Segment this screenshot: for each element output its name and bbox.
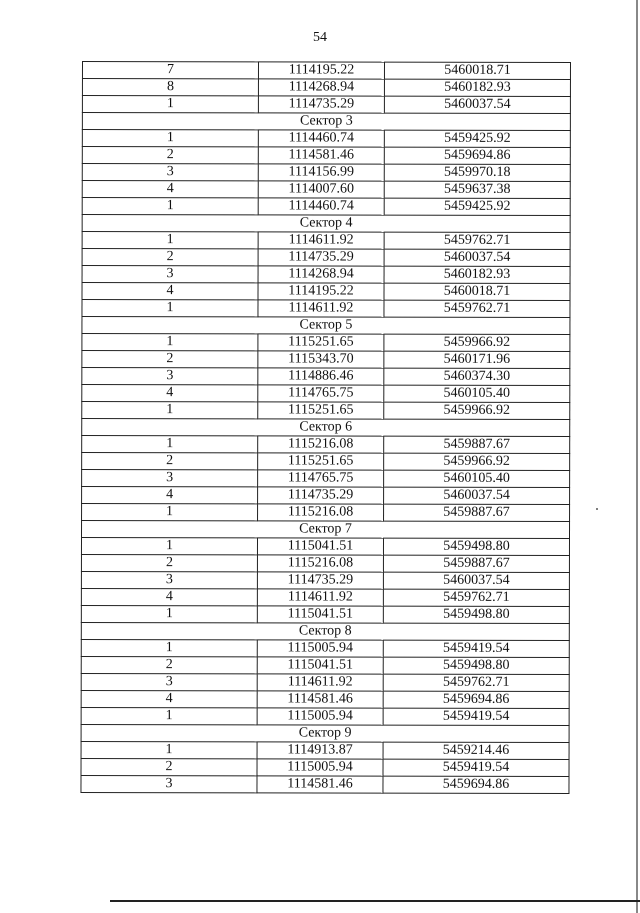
point-number-cell: 1: [82, 198, 258, 215]
y-coordinate-cell: 5460037.54: [384, 249, 570, 266]
y-coordinate-cell: 5459762.71: [384, 300, 570, 317]
point-number-cell: 3: [82, 164, 258, 181]
y-coordinate-cell: 5460105.40: [384, 385, 570, 402]
y-coordinate-cell: 5459887.67: [384, 504, 570, 521]
table-row: [81, 673, 569, 691]
point-number-cell: 8: [82, 79, 258, 96]
table-row: [81, 758, 569, 776]
scan-edge-bottom: [110, 900, 640, 902]
point-number-cell: 4: [82, 385, 258, 402]
table-row: [82, 130, 570, 148]
y-coordinate-cell: 5459762.71: [384, 232, 570, 249]
point-number-cell: 3: [81, 673, 257, 690]
table-row: [81, 707, 569, 725]
x-coordinate-cell: 1114886.46: [258, 368, 384, 385]
sector-header-row: [82, 419, 570, 437]
x-coordinate-cell: 1114581.46: [257, 691, 383, 708]
table-row: [81, 571, 569, 589]
x-coordinate-cell: 1114913.87: [257, 742, 383, 759]
y-coordinate-cell: 5460018.71: [384, 62, 570, 79]
y-coordinate-cell: 5459694.86: [383, 691, 569, 708]
point-number-cell: 1: [81, 605, 257, 622]
coordinates-table: [80, 61, 571, 794]
point-number-cell: 2: [81, 554, 257, 571]
point-number-cell: 2: [82, 249, 258, 266]
y-coordinate-cell: 5459419.54: [383, 640, 569, 657]
table-row: [82, 351, 570, 369]
point-number-cell: 1: [82, 300, 258, 317]
x-coordinate-cell: 1114460.74: [258, 130, 384, 147]
point-number-cell: 1: [81, 538, 257, 555]
y-coordinate-cell: 5459887.67: [383, 555, 569, 572]
x-coordinate-cell: 1115216.08: [258, 504, 384, 521]
table-row: [82, 436, 570, 454]
scan-edge-right: [636, 0, 638, 913]
sector-header-row: [82, 521, 570, 539]
y-coordinate-cell: 5460018.71: [384, 283, 570, 300]
coordinates-table-body: [81, 62, 571, 794]
point-number-cell: 2: [82, 453, 258, 470]
table-row: [82, 470, 570, 488]
table-row: [82, 487, 570, 505]
y-coordinate-cell: 5459498.80: [383, 606, 569, 623]
y-coordinate-cell: 5459425.92: [384, 198, 570, 215]
y-coordinate-cell: 5459214.46: [383, 742, 569, 759]
table-row: [81, 656, 569, 674]
y-coordinate-cell: 5460105.40: [384, 470, 570, 487]
point-number-cell: 1: [82, 96, 258, 113]
table-row: [82, 249, 570, 267]
x-coordinate-cell: 1115216.08: [258, 436, 384, 453]
table-row: [82, 96, 570, 114]
x-coordinate-cell: 1114765.75: [258, 470, 384, 487]
y-coordinate-cell: 5459966.92: [384, 453, 570, 470]
x-coordinate-cell: 1114268.94: [258, 266, 384, 283]
x-coordinate-cell: 1114611.92: [257, 674, 383, 691]
point-number-cell: 3: [81, 775, 257, 792]
point-number-cell: 3: [81, 571, 257, 588]
point-number-cell: 2: [82, 351, 258, 368]
point-number-cell: 1: [81, 639, 257, 656]
page-number: 54: [313, 30, 327, 45]
sector-label: Сектор 5: [82, 317, 570, 335]
sector-header-row: [82, 113, 570, 131]
y-coordinate-cell: 5459637.38: [384, 181, 570, 198]
x-coordinate-cell: 1115216.08: [257, 555, 383, 572]
table-row: [81, 554, 569, 572]
table-row: [82, 300, 570, 318]
table-row: [81, 588, 569, 606]
y-coordinate-cell: 5459498.80: [383, 657, 569, 674]
point-number-cell: 4: [82, 487, 258, 504]
x-coordinate-cell: 1114611.92: [257, 589, 383, 606]
table-row: [82, 79, 570, 97]
sector-header-row: [81, 622, 569, 640]
y-coordinate-cell: 5460171.96: [384, 351, 570, 368]
x-coordinate-cell: 1114735.29: [258, 487, 384, 504]
x-coordinate-cell: 1114735.29: [258, 249, 384, 266]
y-coordinate-cell: 5459694.86: [384, 147, 570, 164]
y-coordinate-cell: 5459970.18: [384, 164, 570, 181]
table-row: [82, 504, 570, 522]
x-coordinate-cell: 1115005.94: [257, 759, 383, 776]
x-coordinate-cell: 1115041.51: [257, 657, 383, 674]
x-coordinate-cell: 1114611.92: [258, 232, 384, 249]
sector-label: Сектор 4: [82, 215, 570, 233]
point-number-cell: 4: [81, 690, 257, 707]
sector-label: Сектор 8: [81, 622, 569, 640]
point-number-cell: 2: [82, 147, 258, 164]
x-coordinate-cell: 1115005.94: [257, 708, 383, 725]
point-number-cell: 1: [82, 130, 258, 147]
table-row: [82, 368, 570, 386]
point-number-cell: 1: [82, 334, 258, 351]
sector-label: Сектор 3: [82, 113, 570, 131]
point-number-cell: 3: [82, 470, 258, 487]
table-row: [81, 538, 569, 556]
table-row: [82, 62, 570, 80]
sector-label: Сектор 7: [82, 521, 570, 539]
table-row: [81, 741, 569, 759]
x-coordinate-cell: 1114268.94: [258, 79, 384, 96]
point-number-cell: 1: [82, 436, 258, 453]
point-number-cell: 7: [82, 62, 258, 79]
table-row: [82, 181, 570, 199]
point-number-cell: 4: [81, 588, 257, 605]
y-coordinate-cell: 5460037.54: [383, 572, 569, 589]
table-row: [82, 147, 570, 165]
y-coordinate-cell: 5459887.67: [384, 436, 570, 453]
table-row: [82, 385, 570, 403]
table-row: [82, 402, 570, 420]
point-number-cell: 4: [82, 181, 258, 198]
y-coordinate-cell: 5459419.54: [383, 708, 569, 725]
table-row: [81, 639, 569, 657]
sector-header-row: [82, 317, 570, 335]
x-coordinate-cell: 1114611.92: [258, 300, 384, 317]
point-number-cell: 1: [82, 232, 258, 249]
x-coordinate-cell: 1114195.22: [258, 283, 384, 300]
point-number-cell: 2: [81, 656, 257, 673]
x-coordinate-cell: 1114581.46: [257, 776, 383, 793]
table-row: [82, 453, 570, 471]
x-coordinate-cell: 1114460.74: [258, 198, 384, 215]
y-coordinate-cell: 5459966.92: [384, 402, 570, 419]
y-coordinate-cell: 5460182.93: [384, 266, 570, 283]
table-row: [81, 690, 569, 708]
table-row: [82, 198, 570, 216]
x-coordinate-cell: 1114735.29: [258, 96, 384, 113]
x-coordinate-cell: 1115251.65: [258, 334, 384, 351]
table-row: [82, 334, 570, 352]
table-row: [82, 164, 570, 182]
x-coordinate-cell: 1115041.51: [257, 538, 383, 555]
table-row: [82, 232, 570, 250]
x-coordinate-cell: 1115041.51: [257, 606, 383, 623]
sector-label: Сектор 9: [81, 724, 569, 742]
y-coordinate-cell: 5459966.92: [384, 334, 570, 351]
point-number-cell: 4: [82, 283, 258, 300]
scan-speck: [596, 508, 598, 510]
y-coordinate-cell: 5460037.54: [384, 96, 570, 113]
point-number-cell: 1: [81, 741, 257, 758]
sector-header-row: [81, 724, 569, 742]
table-row: [82, 266, 570, 284]
x-coordinate-cell: 1114735.29: [257, 572, 383, 589]
point-number-cell: 2: [81, 758, 257, 775]
x-coordinate-cell: 1115251.65: [258, 402, 384, 419]
x-coordinate-cell: 1115251.65: [258, 453, 384, 470]
y-coordinate-cell: 5460374.30: [384, 368, 570, 385]
x-coordinate-cell: 1114765.75: [258, 385, 384, 402]
y-coordinate-cell: 5459425.92: [384, 130, 570, 147]
y-coordinate-cell: 5460037.54: [384, 487, 570, 504]
point-number-cell: 1: [81, 707, 257, 724]
y-coordinate-cell: 5459694.86: [383, 776, 569, 793]
y-coordinate-cell: 5459498.80: [383, 538, 569, 555]
table-row: [82, 283, 570, 301]
point-number-cell: 1: [82, 504, 258, 521]
y-coordinate-cell: 5459762.71: [383, 674, 569, 691]
sector-header-row: [82, 215, 570, 233]
x-coordinate-cell: 1114581.46: [258, 147, 384, 164]
table-row: [81, 605, 569, 623]
y-coordinate-cell: 5459419.54: [383, 759, 569, 776]
table-row: [81, 775, 569, 793]
y-coordinate-cell: 5459762.71: [383, 589, 569, 606]
point-number-cell: 3: [82, 368, 258, 385]
x-coordinate-cell: 1115005.94: [257, 640, 383, 657]
y-coordinate-cell: 5460182.93: [384, 79, 570, 96]
x-coordinate-cell: 1115343.70: [258, 351, 384, 368]
x-coordinate-cell: 1114195.22: [258, 62, 384, 79]
point-number-cell: 3: [82, 266, 258, 283]
x-coordinate-cell: 1114007.60: [258, 181, 384, 198]
x-coordinate-cell: 1114156.99: [258, 164, 384, 181]
point-number-cell: 1: [82, 402, 258, 419]
sector-label: Сектор 6: [82, 419, 570, 437]
